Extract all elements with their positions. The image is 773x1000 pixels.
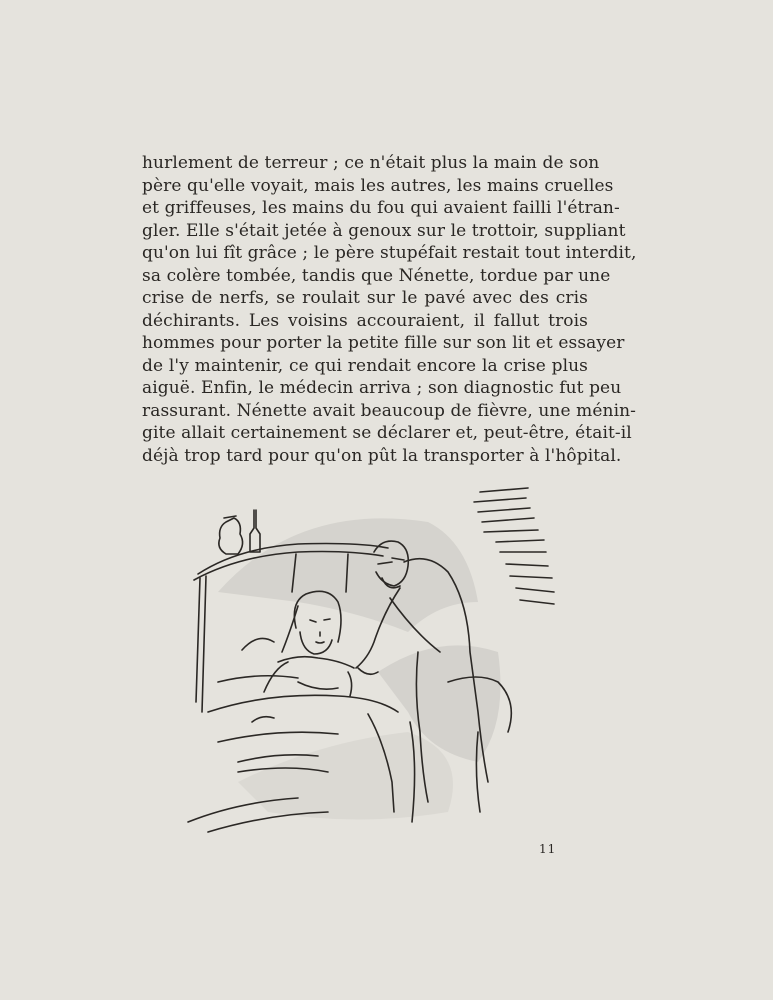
text-line: de l'y maintenir, ce qui rendait encore la crise plus [142,355,588,376]
text-line: gite allait certainement se déclarer et, peut-être, était-il [142,423,632,443]
text-line: hurlement de terreur ; ce n'était plus la main de son [142,153,600,173]
text-line: hommes pour porter la petite fille sur son lit et essayer [142,333,625,353]
text-line: déchirants. Les voisins accouraient, il fallut trois [142,310,588,331]
text-line: et griffeuses, les mains du fou qui avaient failli l'étran- [142,198,620,218]
text-line: sa colère tombée, tandis que Nénette, tordue par une [142,265,611,286]
body-paragraph [142,152,637,467]
text-line: rassurant. Nénette avait beaucoup de fièvre, une ménin- [142,400,637,421]
text-line: père qu'elle voyait, mais les autres, les mains cruelles [142,175,614,196]
text-line: qu'on lui fît grâce ; le père stupéfait restait tout interdit, [142,243,637,263]
text-line: aiguë. Enfin, le médecin arriva ; son diagnostic fut peu [142,378,622,398]
text-line: gler. Elle s'était jetée à genoux sur le trottoir, suppliant [142,220,626,241]
text-line: déjà trop tard pour qu'on pût la transporter à l'hôpital. [142,445,622,466]
doctor-at-bedside-illustration [178,482,558,842]
text-line: crise de nerfs, se roulait sur le pavé avec des cris [142,288,588,308]
page-number: 11 [539,842,557,856]
